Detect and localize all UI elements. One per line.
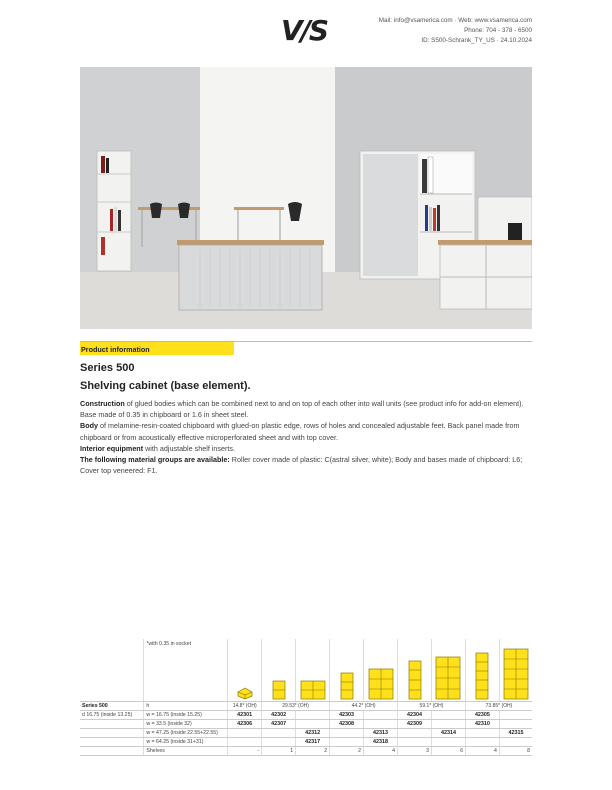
shelves-count: 1 xyxy=(262,746,296,755)
construction-text: of glued bodies which can be combined next to and on top of each other into wall units (see product info for add-on element). Base made of 0.35 in chipboard or 1.6 in sheet steel. xyxy=(80,399,524,420)
article-number: 42305 xyxy=(465,710,499,719)
article-number: 42302 xyxy=(262,710,296,719)
article-number: 42318 xyxy=(364,737,398,746)
series-title: Series 500 xyxy=(80,362,135,374)
article-number xyxy=(398,728,432,737)
shelves-label: Shelves xyxy=(144,746,228,755)
shelves-count: 3 xyxy=(398,746,432,755)
table-row xyxy=(80,710,532,719)
article-number xyxy=(228,728,262,737)
cabinet-icon-4 xyxy=(330,639,364,701)
cabinet-icon-2 xyxy=(262,639,296,701)
shelves-count: 6 xyxy=(431,746,465,755)
article-number: 42313 xyxy=(364,728,398,737)
office-scene-illustration xyxy=(80,67,532,329)
product-title: Shelving cabinet (base element). xyxy=(80,380,251,392)
article-number xyxy=(499,737,532,746)
interior-label: Interior equipment xyxy=(80,443,144,453)
contact-info xyxy=(379,16,532,46)
shelves-count: 2 xyxy=(296,746,330,755)
article-number: 42303 xyxy=(330,710,364,719)
article-number xyxy=(431,719,465,728)
shelves-count: 4 xyxy=(465,746,499,755)
section-label: Product information xyxy=(80,342,234,355)
article-number: 42312 xyxy=(296,728,330,737)
article-number xyxy=(330,728,364,737)
article-number xyxy=(431,737,465,746)
cabinet-icon-5 xyxy=(364,639,398,701)
height-label: h xyxy=(144,701,228,710)
table-row xyxy=(80,701,532,710)
height-value: 73.85* (OH) xyxy=(465,701,532,710)
interior-paragraph xyxy=(80,443,532,454)
table-row xyxy=(80,719,532,728)
article-number: 42310 xyxy=(465,719,499,728)
cabinet-icon-3 xyxy=(296,639,330,701)
materials-text: Roller cover made of plastic: C(astral silver, white); Body and bases made of chipboard: L6; Cover top veneered: F1. xyxy=(80,455,523,476)
article-number: 42306 xyxy=(228,719,262,728)
shelves-count: - xyxy=(228,746,262,755)
contact-email-web: Mail: info@vsamerica.com · Web: www.vsamerica.com xyxy=(378,17,532,24)
width-label: w = 16.75 (inside 15.25) xyxy=(144,710,228,719)
cabinet-icon-8 xyxy=(465,639,499,701)
article-number xyxy=(296,719,330,728)
vs-logo: V/S xyxy=(281,14,328,47)
construction-paragraph xyxy=(80,398,532,420)
article-number xyxy=(465,737,499,746)
body-text: of melamine-resin-coated chipboard with glued-on plastic edge, rows of holes and concealed adjustable feet. Back panel made from chipboard or from acoustically effective microperforated sheet and with top cover. xyxy=(80,421,520,442)
article-number: 42317 xyxy=(296,737,330,746)
article-number xyxy=(465,728,499,737)
document-id: ID: S500-Schrank_TY_US · 24.10.2024 xyxy=(421,37,532,44)
article-number: 42314 xyxy=(431,728,465,737)
product-description xyxy=(80,398,532,476)
body-paragraph xyxy=(80,420,532,442)
construction-label: Construction xyxy=(80,399,125,408)
article-number xyxy=(364,710,398,719)
article-number: 42301 xyxy=(228,710,262,719)
article-number xyxy=(398,737,432,746)
table-row xyxy=(80,639,532,701)
article-number xyxy=(499,719,532,728)
article-number xyxy=(330,737,364,746)
table-row xyxy=(80,737,532,746)
article-number xyxy=(364,719,398,728)
body-label: Body xyxy=(80,421,98,431)
materials-paragraph xyxy=(80,454,532,476)
article-number xyxy=(499,710,532,719)
spec-table xyxy=(80,639,532,756)
article-number xyxy=(431,710,465,719)
article-number xyxy=(262,737,296,746)
contact-phone: Phone: 704 - 378 - 6500 xyxy=(464,27,532,34)
width-label: w = 47.25 (inside 22.55+22.55) xyxy=(144,728,228,737)
cabinet-icon-7 xyxy=(431,639,465,701)
article-number xyxy=(228,737,262,746)
article-number xyxy=(296,710,330,719)
product-photo xyxy=(80,67,532,329)
table-row xyxy=(80,746,532,755)
shelves-count: 2 xyxy=(330,746,364,755)
article-number: 42309 xyxy=(398,719,432,728)
height-value: 29.53* (OH) xyxy=(262,701,330,710)
article-number: 42315 xyxy=(499,728,532,737)
article-number: 42304 xyxy=(398,710,432,719)
series-cell: Series 500 xyxy=(80,701,144,710)
article-number: 42308 xyxy=(330,719,364,728)
height-value: 14.8* (OH) xyxy=(228,701,262,710)
width-label: w = 33.5 (inside 32) xyxy=(144,719,228,728)
depth-cell: d 16.75 (inside 13.25) xyxy=(80,710,144,719)
height-value: 59.1* (OH) xyxy=(398,701,466,710)
shelves-count: 4 xyxy=(364,746,398,755)
cabinet-icon-6 xyxy=(398,639,432,701)
height-value: 44.2* (OH) xyxy=(330,701,398,710)
article-number xyxy=(262,728,296,737)
shelves-count: 8 xyxy=(499,746,532,755)
interior-text: with adjustable shelf inserts. xyxy=(143,443,235,453)
table-row xyxy=(80,728,532,737)
cabinet-icon-9 xyxy=(499,639,532,701)
materials-label: The following material groups are available: xyxy=(80,455,230,465)
socket-note: *with 0.35 in socket xyxy=(144,639,228,701)
width-label: w = 64.25 (inside 31+31) xyxy=(144,737,228,746)
article-number: 42307 xyxy=(262,719,296,728)
cabinet-icon-1 xyxy=(228,639,262,701)
